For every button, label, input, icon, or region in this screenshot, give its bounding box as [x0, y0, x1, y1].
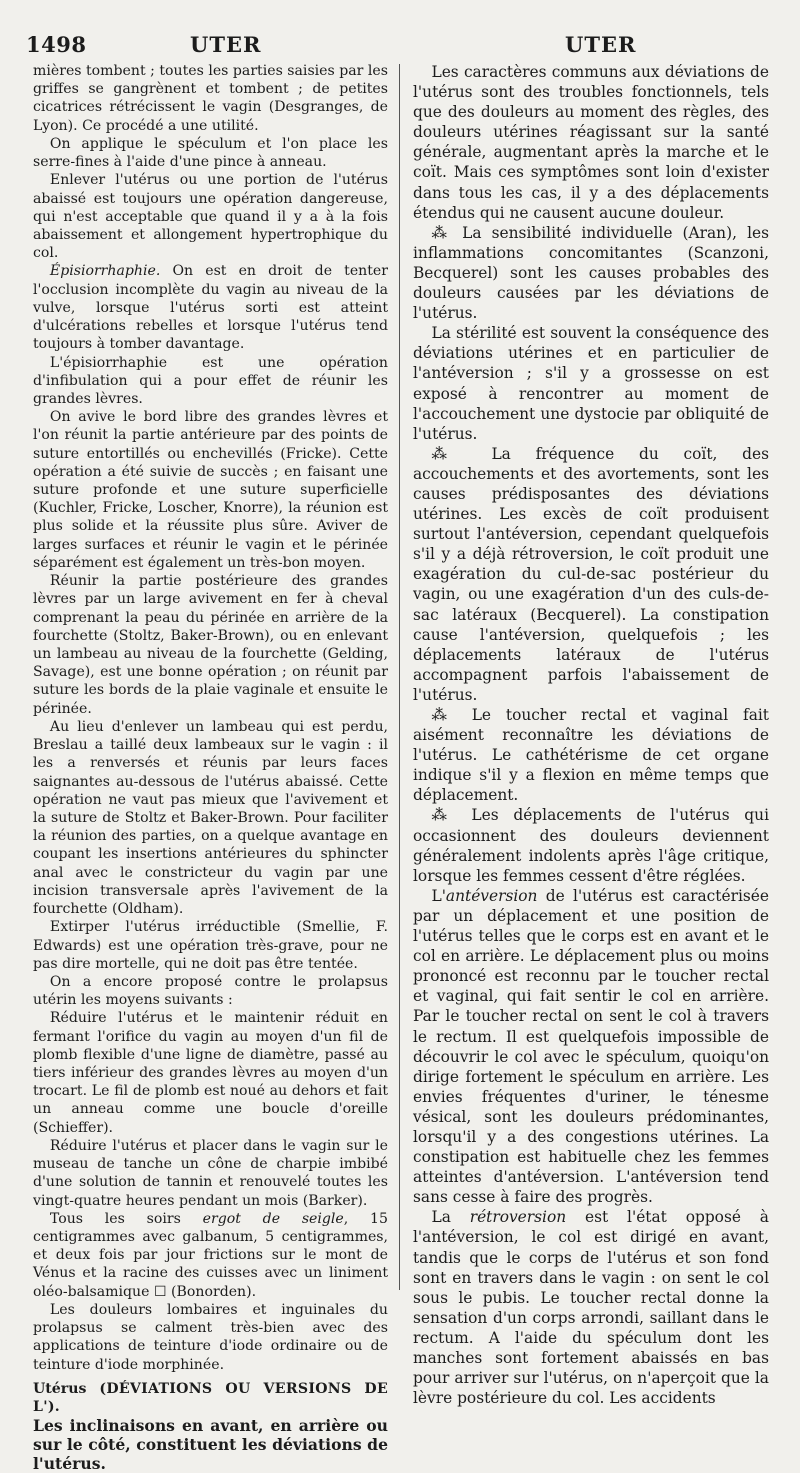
paragraph: On a encore proposé contre le prolapsus utérin les moyens suivants :	[33, 973, 388, 1009]
column-divider	[399, 64, 400, 1290]
heading-subtitle: (DÉVIATIONS OU VERSIONS DE L').	[33, 1380, 388, 1415]
term-episiorrhaphie: Épisiorrhaphie.	[49, 263, 161, 280]
lead-paragraph: Les inclinaisons en avant, en arrière ou sur le côté, constituent les déviations de l'utérus.	[33, 1416, 388, 1473]
paragraph: Les douleurs lombaires et inguinales du prolapsus se calment très-bien avec des applications de teinture d'iode ordinaire ou de teinture d'iode morphinée.	[33, 1301, 388, 1373]
paragraph: Tous les soirs ergot de seigle, 15 centigrammes avec galbanum, 5 centigrammes, et deux fois par jour frictions sur le mont de Vénus et la racine des cuisses avec un liniment oléo-balsamique ☐ (Bonorden).	[33, 1210, 388, 1300]
paragraph: L'antéversion de l'utérus est caractérisée par un déplacement et une position de l'utérus telles que le corps est en avant et le col en arrière. Le déplacement plus ou moins prononcé est reconnu par le toucher rectal et vaginal, qui fait sentir le col en arrière. Par le toucher rectal on sent le col à travers le rectum. Il est quelquefois impossible de découvrir le col avec le spéculum, quoiqu'on dirige fortement le spéculum en arrière. Les envies fréquentes d'uriner, le ténesme vésical, sont les douleurs prédominantes, lorsqu'il y a des congestions utérines. La constipation est habituelle chez les femmes atteintes d'antéversion. L'antéversion tend sans cesse à faire des progrès.	[413, 886, 769, 1207]
paragraph: La stérilité est souvent la conséquence des déviations utérines et en particulier de l'antéversion ; s'il y a grossesse on est exposé à rencontrer au moment de l'accouchement une dystocie par obliquité de l'utérus.	[413, 324, 769, 443]
paragraph: Réduire l'utérus et placer dans le vagin sur le museau de tanche un cône de charpie imbibé d'une solution de tannin et renouvelé toutes les vingt-quatre heures pendant un mois (Barker).	[33, 1137, 388, 1209]
paragraph: Les caractères communs aux déviations de l'utérus sont des troubles fonctionnels, tels que des douleurs au moment des règles, des douleurs utérines réagissant sur la santé générale, augmentant après la marche et le coït. Mais ces symptômes sont loin d'exister dans tous les cas, il y a des déplacements étendus qui ne causent aucune douleur.	[413, 63, 769, 222]
paragraph: ⁂ La sensibilité individuelle (Aran), les inflammations concomitantes (Scanzoni, Becquerel) sont les causes probables des douleurs causées par les déviations de l'utérus.	[413, 223, 769, 323]
right-column	[413, 62, 769, 1408]
left-column	[33, 62, 388, 1473]
paragraph	[33, 262, 388, 353]
page-number: 1498	[26, 32, 87, 57]
paragraph: L'épisiorrhaphie est une opération d'infibulation qui a pour effet de réunir les grandes lèvres.	[33, 354, 388, 407]
running-header	[0, 20, 800, 56]
paragraph: ⁂ Les déplacements de l'utérus qui occasionnent des douleurs deviennent généralement indolents après l'âge critique, lorsque les femmes cessent d'être réglées.	[413, 806, 769, 885]
running-title-left: UTER	[190, 32, 262, 57]
paragraph: Réduire l'utérus et le maintenir réduit en fermant l'orifice du vagin au moyen d'un fil de plomb flexible d'une ligne de diamètre, passé au tiers inférieur des grandes lèvres au moyen d'un trocart. Le fil de plomb est noué au dehors et fait un anneau comme une boucle d'oreille (Schieffer).	[33, 1010, 388, 1136]
paragraph-text: On est en droit de tenter l'occlusion incomplète du vagin au niveau de la vulve, lorsque l'utérus sorti est atteint d'ulcérations rebelles et lorsque l'utérus tend toujours à tomber davantage.	[33, 263, 388, 353]
paragraph: ⁂ La fréquence du coït, des accouchements et des avortements, sont les causes prédisposantes des déviations utérines. Les excès de coït produisent surtout l'antéversion, cependant quelquefois s'il y a déjà rétroversion, le coït produit une exagération du cul-de-sac postérieur du vagin, ou une exagération d'un des culs-de-sac latéraux (Becquerel). La constipation cause l'antéversion, quelquefois ; les déplacements latéraux de l'utérus accompagnent parfois l'abaissement de l'utérus.	[413, 444, 769, 704]
term-ergot: ergot de seigle	[202, 1210, 344, 1227]
running-title-right: UTER	[565, 32, 637, 57]
paragraph: On applique le spéculum et l'on place les serre-fines à l'aide d'une pince à anneau.	[33, 135, 388, 171]
paragraph: Extirper l'utérus irréductible (Smellie, F. Edwards) est une opération très-grave, pour ne pas dire mortelle, qui ne doit pas être tentée.	[33, 919, 388, 972]
paragraph: On avive le bord libre des grandes lèvres et l'on réunit la partie antérieure par des points de suture entortillés ou enchevillés (Fricke). Cette opération a été suivie de succès ; en faisant une suture profonde et une suture superficielle (Kuchler, Fricke, Loscher, Knorre), la réunion est plus solide et la réussite plus sûre. Aviver de larges surfaces et réunir le vagin et le périnée séparément est également un très-bon moyen.	[33, 409, 388, 571]
section-heading	[33, 1380, 388, 1416]
paragraph: mières tombent ; toutes les parties saisies par les griffes se gangrènent et tombent ; de petites cicatrices rétrécissent le vagin (Desgranges, de Lyon). Ce procédé a une utilité.	[33, 63, 388, 134]
paragraph: Enlever l'utérus ou une portion de l'utérus abaissé est toujours une opération dangereuse, qui n'est acceptable que quand il y a à la fois abaissement et allongement hypertrophique du col.	[33, 172, 388, 262]
term-retroversion: rétroversion	[469, 1208, 567, 1227]
paragraph: Réunir la partie postérieure des grandes lèvres par un large avivement en fer à cheval comprenant la peau du périnée en arrière de la fourchette (Stoltz, Baker-Brown), ou en enlevant un lambeau au niveau de la fourchette (Gelding, Savage), est une bonne opération ; on réunit par suture les bords de la plaie vaginale et ensuite le périnée.	[33, 573, 388, 717]
paragraph: Au lieu d'enlever un lambeau qui est perdu, Breslau a taillé deux lambeaux sur le vagin : il les a renversés et réunis par leurs faces saignantes au-dessous de l'utérus abaissé. Cette opération ne vaut pas mieux que l'avivement et la suture de Stoltz et Baker-Brown. Pour faciliter la réunion des parties, on a quelque avantage en coupant les insertions antérieures du sphincter anal avec le constricteur du vagin par une incision transversale après l'avivement de la fourchette (Oldham).	[33, 718, 388, 918]
paragraph: La rétroversion est l'état opposé à l'antéversion, le col est dirigé en avant, tandis que le corps de l'utérus et son fond sont en travers dans le vagin : on sent le col sous le pubis. Le toucher rectal donne la sensation d'un corps arrondi, saillant dans le rectum. A l'aide du spéculum dont les manches sont fortement abaissés en bas pour arriver sur l'utérus, on n'aperçoit que la lèvre postérieure du col. Les accidents	[413, 1208, 769, 1408]
headword: Utérus	[33, 1380, 87, 1397]
term-anteversion: antéversion	[445, 886, 538, 905]
paragraph: ⁂ Le toucher rectal et vaginal fait aisément reconnaître les déviations de l'utérus. Le cathétérisme de cet organe indique s'il y a flexion en même temps que déplacement.	[413, 706, 769, 805]
